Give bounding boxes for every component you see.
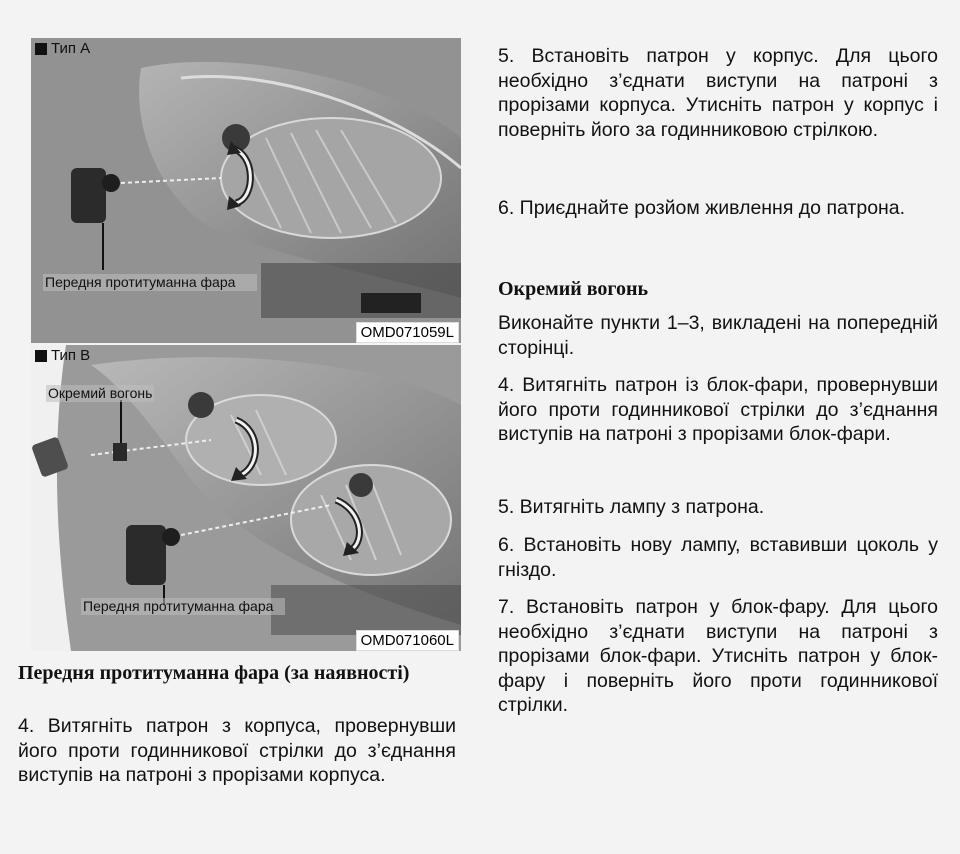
separate-step-5: 5. Витягніть лампу з патрона. bbox=[498, 496, 765, 518]
heading-front-fog-lamp: Передня протитуманна фара (за наявності) bbox=[18, 662, 410, 684]
type-a-label bbox=[35, 40, 90, 57]
separate-intro: Виконайте пункти 1–3, викладені на попередній сторінці. bbox=[498, 312, 938, 359]
figure-type-b bbox=[31, 345, 461, 651]
right-step-5: 5. Встановіть патрон у корпус. Для цього необхідно з’єднати виступи на патроні з прорізами корпуса. Утисніть патрон у корпус і поверніть його за годинниковою стрілкою. bbox=[498, 45, 938, 141]
figure-code-b: OMD071060L bbox=[356, 630, 459, 651]
headlamp-illustration-a bbox=[31, 38, 461, 343]
callout-fog-lamp-b: Передня протитуманна фара bbox=[81, 598, 285, 615]
callout-separate-light: Окремий вогонь bbox=[48, 385, 153, 401]
separate-step-7: 7. Встановіть патрон у блок-фару. Для цього необхідно з’єднати виступи на патроні з прорізами блок-фари. Утисніть патрон у блок-фару і поверніть його проти годинникової стрілки. bbox=[498, 596, 938, 716]
type-a-text: Тип А bbox=[51, 40, 91, 57]
figure-code-a: OMD071059L bbox=[356, 322, 459, 343]
type-b-text: Тип В bbox=[51, 347, 91, 364]
separate-step-6: 6. Встановіть нову лампу, вставивши цоколь у гніздо. bbox=[498, 534, 938, 581]
callout-fog-lamp-a: Передня протитуманна фара bbox=[43, 274, 257, 291]
separate-step-4: 4. Витягніть патрон із блок-фари, провернувши його проти годинникової стрілки до з’єднання виступів на патроні з прорізами блок-фари. bbox=[498, 374, 938, 445]
square-bullet-icon bbox=[35, 43, 47, 55]
heading-separate-light: Окремий вогонь bbox=[498, 278, 649, 300]
left-step-4: 4. Витягніть патрон з корпуса, провернувши його проти годинникової стрілки до з’єднання виступів на патроні з прорізами корпуса. bbox=[18, 715, 456, 786]
square-bullet-icon bbox=[35, 350, 47, 362]
right-step-6: 6. Приєднайте розйом живлення до патрона. bbox=[498, 197, 906, 219]
type-b-label bbox=[35, 347, 90, 364]
figure-type-a bbox=[31, 38, 461, 343]
